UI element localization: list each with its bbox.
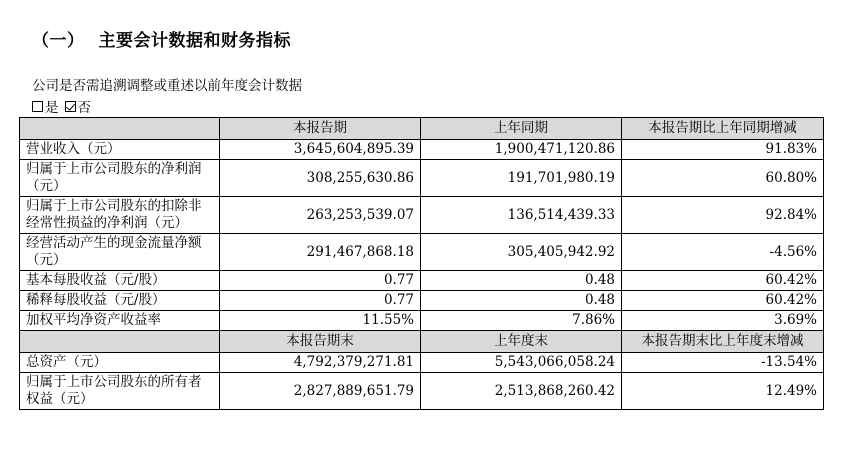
table-header-row	[20, 331, 824, 353]
row-label: 归属于上市公司股东的净利润（元）	[20, 160, 220, 197]
row-label: 总资产（元）	[20, 353, 220, 373]
current-value: 2,827,889,651.79	[220, 373, 421, 410]
row-label: 归属于上市公司股东的扣除非经常性损益的净利润（元）	[20, 197, 220, 234]
previous-value: 0.48	[421, 271, 622, 291]
section-title: 主要会计数据和财务指标	[98, 31, 291, 51]
header-cell: 上年同期	[421, 118, 622, 140]
change-value: -4.56%	[622, 234, 824, 271]
change-value: 60.80%	[622, 160, 824, 197]
previous-value: 136,514,439.33	[421, 197, 622, 234]
header-cell: 本报告期	[220, 118, 421, 140]
header-cell	[20, 331, 220, 353]
checkbox-no[interactable]	[65, 101, 76, 112]
current-value: 308,255,630.86	[220, 160, 421, 197]
previous-value: 305,405,942.92	[421, 234, 622, 271]
table-header-row	[20, 118, 824, 140]
change-value: 91.83%	[622, 140, 824, 160]
current-value: 0.77	[220, 271, 421, 291]
table-row	[20, 271, 824, 291]
table-row	[20, 373, 824, 410]
table-row	[20, 234, 824, 271]
section-heading	[32, 26, 291, 51]
current-value: 11.55%	[220, 311, 421, 331]
table-row	[20, 311, 824, 331]
table-row	[20, 353, 824, 373]
table-row	[20, 197, 824, 234]
current-value: 0.77	[220, 291, 421, 311]
previous-value: 2,513,868,260.42	[421, 373, 622, 410]
previous-value: 7.86%	[421, 311, 622, 331]
header-cell: 本报告期末比上年度末增减	[622, 331, 824, 353]
current-value: 3,645,604,895.39	[220, 140, 421, 160]
option-no-label: 否	[77, 100, 91, 116]
previous-value: 0.48	[421, 291, 622, 311]
change-value: 12.49%	[622, 373, 824, 410]
option-yes-label: 是	[45, 100, 59, 116]
row-label: 加权平均净资产收益率	[20, 311, 220, 331]
restatement-question: 公司是否需追溯调整或重述以前年度会计数据	[32, 78, 302, 94]
section-number: （一）	[32, 31, 85, 51]
change-value: 92.84%	[622, 197, 824, 234]
row-label: 稀释每股收益（元/股）	[20, 291, 220, 311]
financial-indicators-table	[19, 117, 824, 410]
previous-value: 1,900,471,120.86	[421, 140, 622, 160]
table-row	[20, 140, 824, 160]
change-value: 60.42%	[622, 291, 824, 311]
row-label: 营业收入（元）	[20, 140, 220, 160]
header-cell: 上年度末	[421, 331, 622, 353]
option-no[interactable]	[65, 96, 92, 116]
header-cell: 本报告期比上年同期增减	[622, 118, 824, 140]
header-cell: 本报告期末	[220, 331, 421, 353]
current-value: 263,253,539.07	[220, 197, 421, 234]
table-row	[20, 291, 824, 311]
previous-value: 5,543,066,058.24	[421, 353, 622, 373]
row-label: 经营活动产生的现金流量净额（元）	[20, 234, 220, 271]
row-label: 归属于上市公司股东的所有者权益（元）	[20, 373, 220, 410]
change-value: -13.54%	[622, 353, 824, 373]
table-row	[20, 160, 824, 197]
change-value: 3.69%	[622, 311, 824, 331]
option-yes[interactable]	[32, 96, 59, 116]
header-cell	[20, 118, 220, 140]
row-label: 基本每股收益（元/股）	[20, 271, 220, 291]
current-value: 4,792,379,271.81	[220, 353, 421, 373]
change-value: 60.42%	[622, 271, 824, 291]
current-value: 291,467,868.18	[220, 234, 421, 271]
checkbox-yes[interactable]	[32, 101, 43, 112]
previous-value: 191,701,980.19	[421, 160, 622, 197]
restatement-options	[32, 96, 97, 116]
